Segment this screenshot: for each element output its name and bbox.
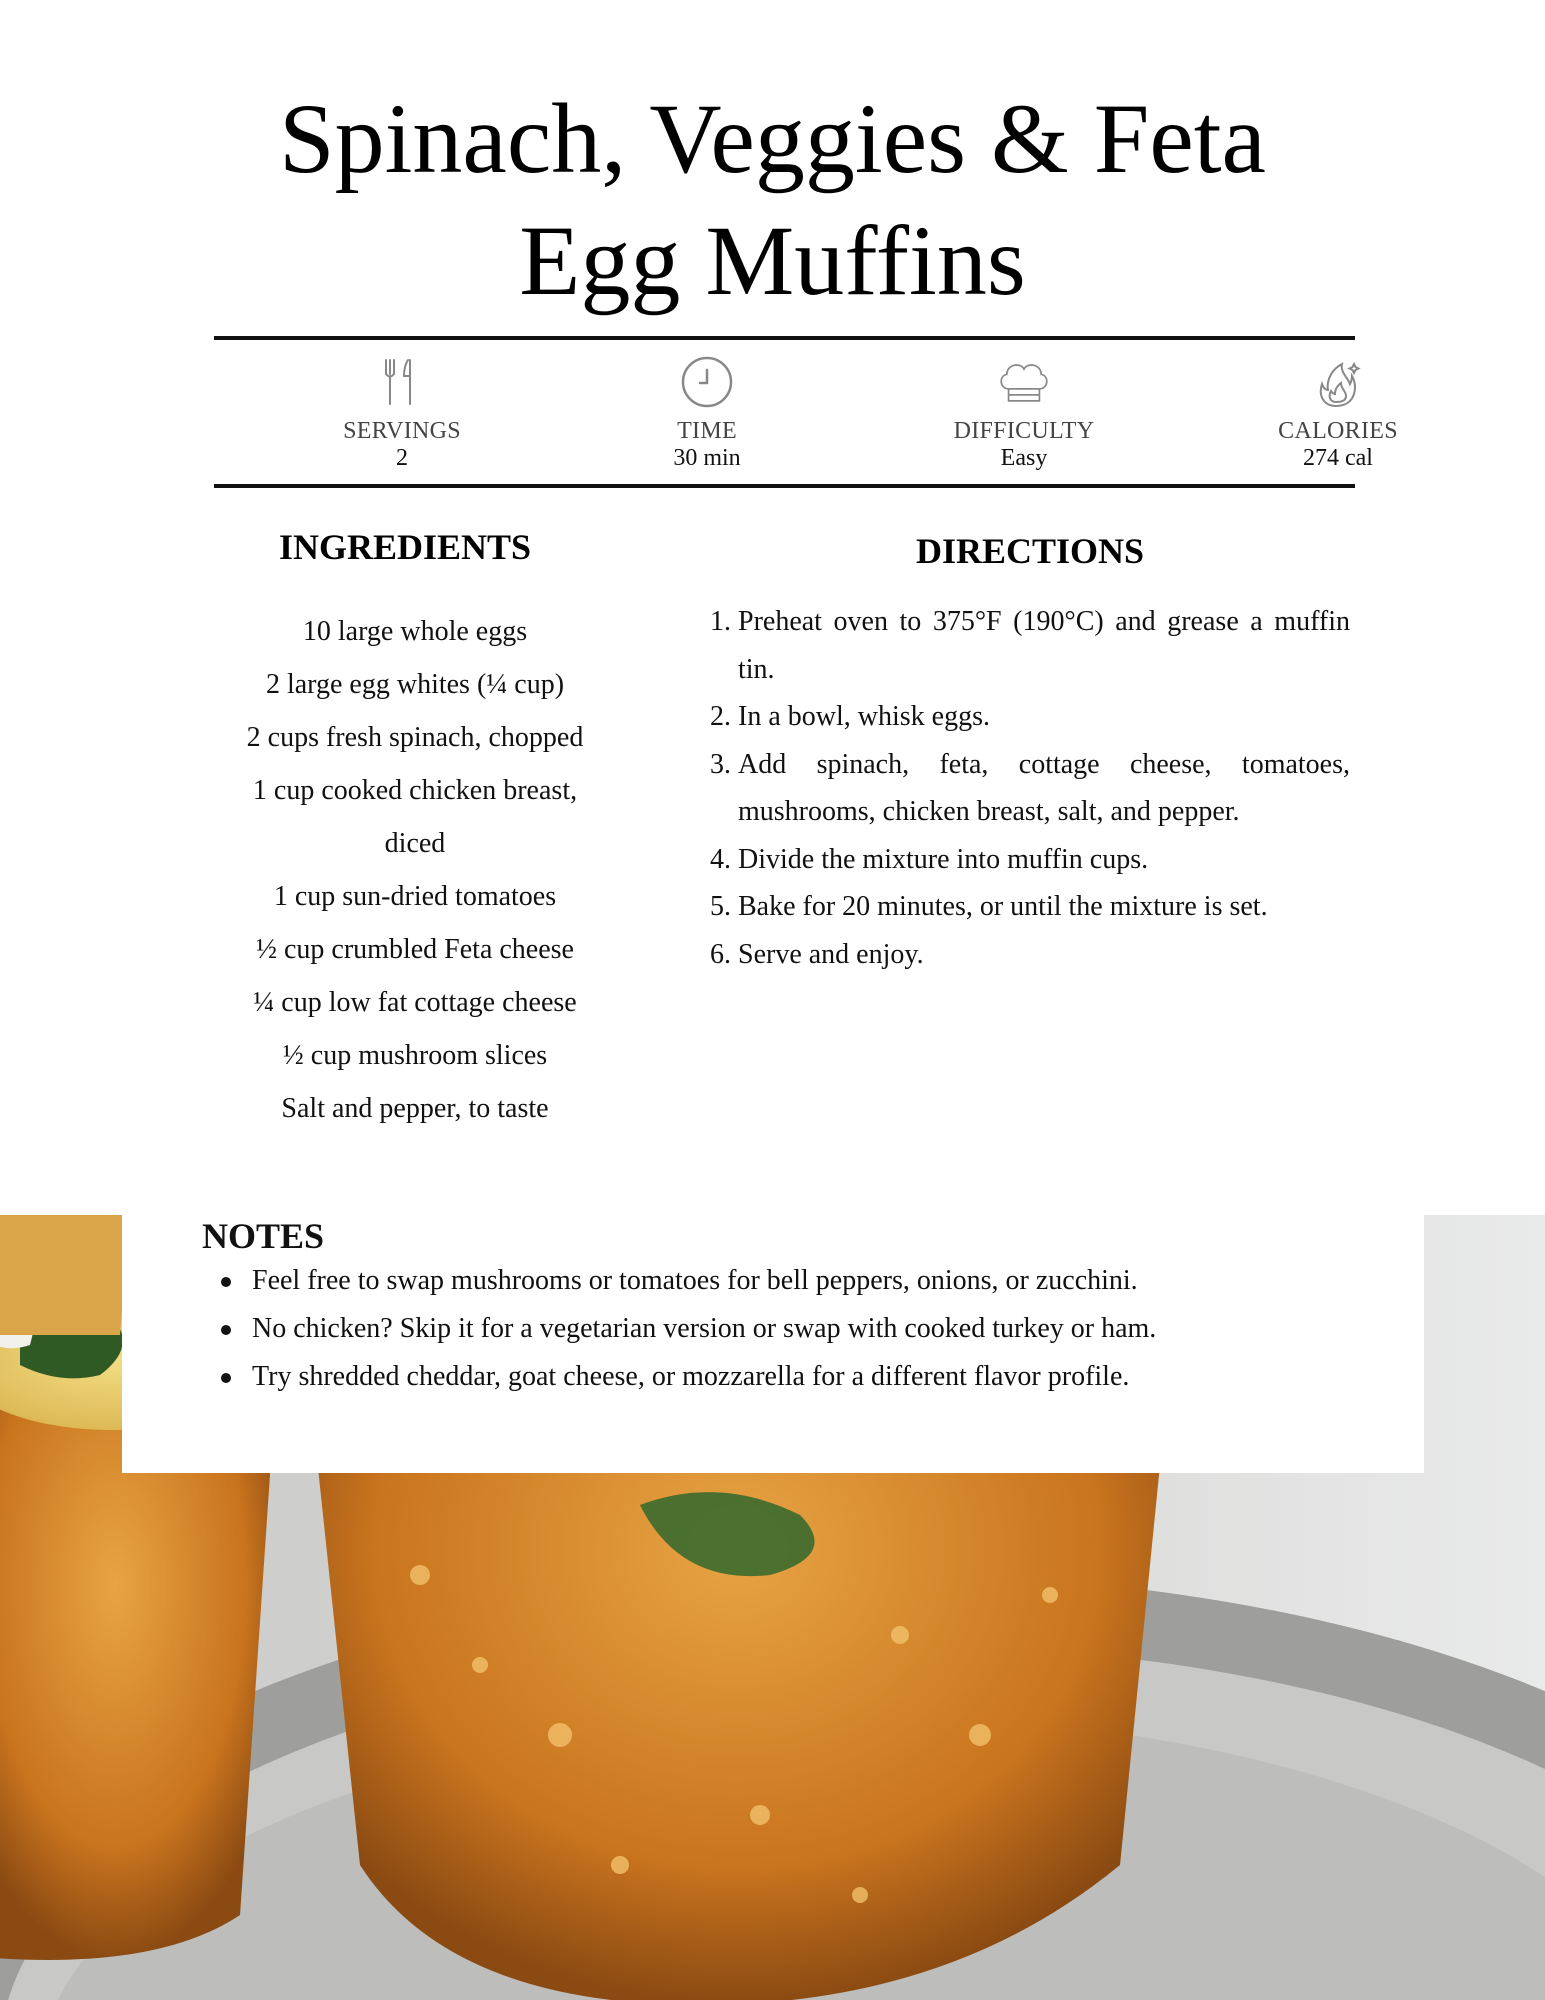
step-text: Preheat oven to 375°F (190°C) and grease a muffin tin. <box>738 606 1350 685</box>
servings-value: 2 <box>396 445 408 471</box>
ingredient-item: 2 large egg whites (¼ cup) <box>265 669 565 700</box>
direction-step <box>710 741 1350 836</box>
ingredient-item: 1 cup sun-dried tomatoes <box>273 881 557 912</box>
ingredient-item: 10 large whole eggs <box>302 616 528 647</box>
direction-step <box>710 693 1350 741</box>
clock-icon <box>677 352 737 412</box>
directions-heading: DIRECTIONS <box>915 531 1145 571</box>
calories-value: 274 cal <box>1303 445 1373 471</box>
direction-step <box>710 836 1350 884</box>
recipe-title <box>0 78 1545 322</box>
direction-step <box>710 931 1350 979</box>
ingredient-item: diced <box>384 828 446 859</box>
servings-label: SERVINGS <box>343 418 461 444</box>
notes-list <box>252 1257 1402 1401</box>
ingredient-item: 2 cups fresh spinach, chopped <box>246 722 584 753</box>
servings-stat <box>292 340 512 471</box>
time-label: TIME <box>677 418 737 444</box>
step-text: Divide the mixture into muffin cups. <box>738 843 1149 875</box>
step-number: 1. <box>710 606 731 637</box>
ingredient-item: ½ cup crumbled Feta cheese <box>256 934 574 965</box>
difficulty-value: Easy <box>1000 445 1048 471</box>
step-number: 4. <box>710 843 731 875</box>
chef-hat-icon <box>994 352 1054 412</box>
step-number: 5. <box>710 891 731 922</box>
note-item: Try shredded cheddar, goat cheese, or mozzarella for a different flavor profile. <box>252 1353 1402 1401</box>
stats-bottom-divider <box>214 484 1355 488</box>
ingredient-item: ½ cup mushroom slices <box>282 1040 548 1071</box>
difficulty-stat <box>914 340 1134 471</box>
step-number: 3. <box>710 748 731 780</box>
calories-label: CALORIES <box>1278 418 1398 444</box>
note-item: No chicken? Skip it for a vegetarian version or swap with cooked turkey or ham. <box>252 1305 1402 1353</box>
utensils-icon <box>372 352 432 412</box>
difficulty-label: DIFFICULTY <box>953 418 1095 444</box>
calories-stat <box>1228 340 1448 471</box>
notes-heading: NOTES <box>202 1216 325 1256</box>
direction-step <box>710 883 1350 931</box>
title-line-2: Egg Muffins <box>519 205 1026 316</box>
note-item: Feel free to swap mushrooms or tomatoes for bell peppers, onions, or zucchini. <box>252 1257 1402 1305</box>
step-text: Bake for 20 minutes, or until the mixture is set. <box>738 891 1268 922</box>
time-value: 30 min <box>673 445 741 471</box>
ingredient-item: 1 cup cooked chicken breast, <box>252 775 578 806</box>
step-text: Add spinach, feta, cottage cheese, tomatoes, mushrooms, chicken breast, salt, and pepper. <box>738 748 1350 827</box>
directions-list <box>710 598 1350 978</box>
ingredient-item: ¼ cup low fat cottage cheese <box>253 987 577 1018</box>
flame-icon <box>1308 352 1368 412</box>
ingredient-item: Salt and pepper, to taste <box>281 1093 549 1124</box>
step-number: 6. <box>710 938 731 970</box>
direction-step <box>710 598 1350 693</box>
notes-panel <box>122 1215 1424 1473</box>
ingredients-heading: INGREDIENTS <box>278 527 532 567</box>
title-line-1: Spinach, Veggies & Feta <box>279 83 1266 194</box>
step-number: 2. <box>710 701 731 732</box>
step-text: Serve and enjoy. <box>738 938 924 970</box>
step-text: In a bowl, whisk eggs. <box>738 701 990 732</box>
time-stat <box>597 340 817 471</box>
ingredients-list <box>205 605 625 1135</box>
recipe-stats <box>214 340 1398 484</box>
